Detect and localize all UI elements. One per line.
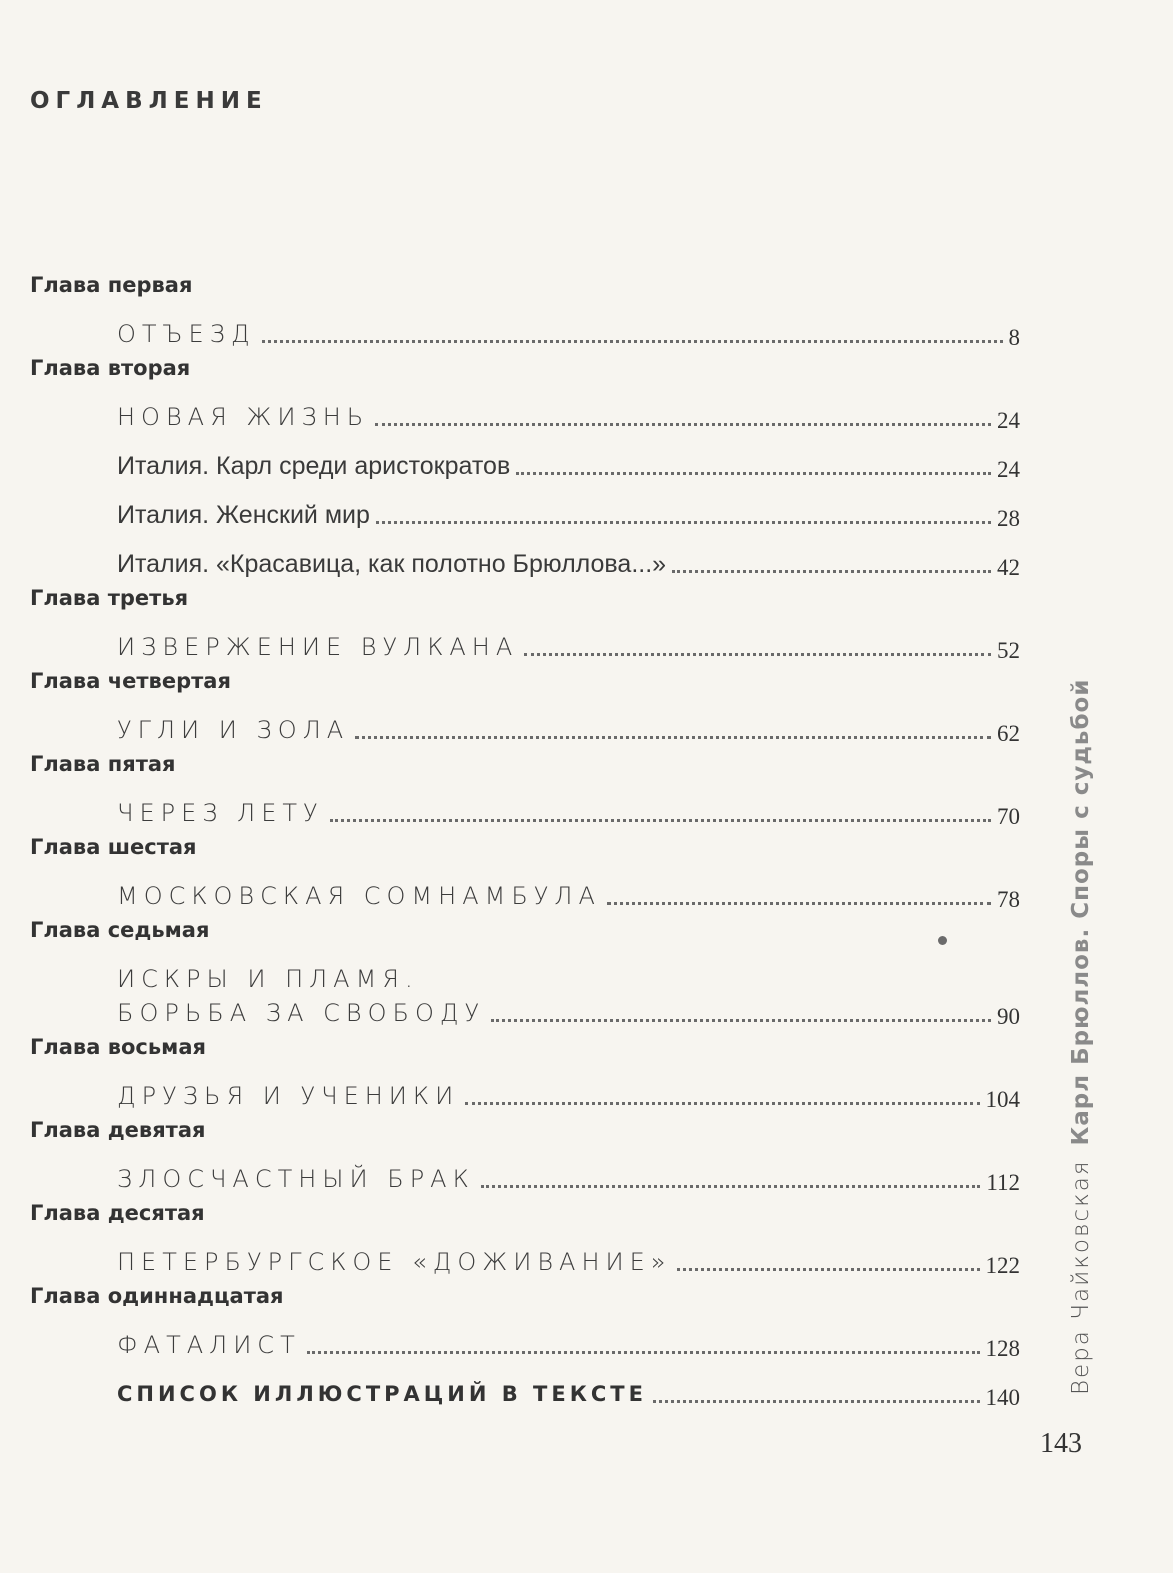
- entry-title: ЧЕРЕЗ ЛЕТУ: [117, 796, 330, 830]
- toc-entry[interactable]: [117, 1313, 1020, 1362]
- chapter-label: Глава третья: [30, 586, 189, 610]
- chapter-label: Глава пятая: [30, 752, 176, 776]
- chapter-6: [30, 830, 1020, 913]
- dot-leader: [653, 1400, 980, 1403]
- chapter-label: Глава десятая: [30, 1201, 205, 1225]
- chapter-4: [30, 664, 1020, 747]
- dot-leader: [481, 1185, 981, 1188]
- entry-title: Италия. «Красавица, как полотно Брюллова...»: [117, 547, 672, 581]
- entry-title: ПЕТЕРБУРГСКОЕ «ДОЖИВАНИЕ»: [117, 1245, 677, 1279]
- chapter-10: [30, 1196, 1020, 1279]
- entry-page: 24: [991, 457, 1020, 483]
- entry-page: 42: [991, 555, 1020, 581]
- dot-leader: [524, 653, 991, 656]
- chapter-3: [30, 581, 1020, 664]
- chapter-label: Глава шестая: [30, 835, 197, 859]
- entry-page: 70: [991, 804, 1020, 830]
- ink-dot: [938, 936, 947, 945]
- chapter-label: Глава первая: [30, 273, 193, 297]
- entry-title-line-2: БОРЬБА ЗА СВОБОДУ: [117, 996, 491, 1030]
- toc-entry[interactable]: [117, 947, 1020, 1030]
- dot-leader: [516, 472, 991, 475]
- toc-entry[interactable]: [117, 1064, 1020, 1113]
- entry-title: ФАТАЛИСТ: [117, 1328, 307, 1362]
- side-author: Вера Чайковская: [1068, 1159, 1094, 1395]
- dot-leader: [262, 340, 1003, 343]
- chapter-label: Глава седьмая: [30, 918, 210, 942]
- entry-page: 24: [991, 408, 1020, 434]
- entry-title: Италия. Женский мир: [117, 498, 376, 532]
- toc-subentry[interactable]: [117, 532, 1020, 581]
- toc-entry[interactable]: [117, 385, 1020, 434]
- entry-title: ИЗВЕРЖЕНИЕ ВУЛКАНА: [117, 630, 524, 664]
- page-title: ОГЛАВЛЕНИЕ: [30, 88, 268, 114]
- chapter-7: [30, 913, 1020, 1030]
- chapter-11: [30, 1279, 1020, 1362]
- entry-title-line-1: ИСКРЫ И ПЛАМЯ.: [117, 962, 491, 996]
- dot-leader: [355, 736, 991, 739]
- entry-page: 78: [991, 887, 1020, 913]
- entry-page: 140: [980, 1385, 1021, 1411]
- chapter-5: [30, 747, 1020, 830]
- entry-page: 128: [980, 1336, 1021, 1362]
- chapter-2: [30, 351, 1020, 581]
- entry-page: 28: [991, 506, 1020, 532]
- dot-leader: [330, 819, 991, 822]
- entry-title: ДРУЗЬЯ И УЧЕНИКИ: [117, 1079, 465, 1113]
- dot-leader: [376, 521, 991, 524]
- entry-page: 8: [1003, 325, 1021, 351]
- toc-entry-illustrations[interactable]: [117, 1362, 1020, 1411]
- entry-title: НОВАЯ ЖИЗНЬ: [117, 400, 375, 434]
- chapter-9: [30, 1113, 1020, 1196]
- chapter-label: Глава вторая: [30, 356, 191, 380]
- entry-page: 52: [991, 638, 1020, 664]
- toc-subentry[interactable]: [117, 434, 1020, 483]
- entry-title: ЗЛОСЧАСТНЫЙ БРАК: [117, 1162, 481, 1196]
- table-of-contents: [30, 268, 1020, 1411]
- chapter-label: Глава четвертая: [30, 669, 231, 693]
- chapter-label: Глава восьмая: [30, 1035, 206, 1059]
- side-book-title: Карл Брюллов. Споры с судьбой: [1068, 678, 1094, 1146]
- entry-title: МОСКОВСКАЯ СОМНАМБУЛА: [117, 879, 607, 913]
- entry-page: 90: [991, 1004, 1020, 1030]
- entry-title: УГЛИ И ЗОЛА: [117, 713, 355, 747]
- chapter-8: [30, 1030, 1020, 1113]
- entry-page: 104: [980, 1087, 1021, 1113]
- dot-leader: [491, 1019, 991, 1022]
- entry-title: Италия. Карл среди аристократов: [117, 449, 516, 483]
- dot-leader: [375, 423, 991, 426]
- entry-page: 62: [991, 721, 1020, 747]
- chapter-label: Глава одиннадцатая: [30, 1284, 284, 1308]
- toc-entry[interactable]: [117, 302, 1020, 351]
- dot-leader: [672, 570, 991, 573]
- toc-entry[interactable]: [117, 864, 1020, 913]
- toc-entry[interactable]: [117, 1147, 1020, 1196]
- chapter-label: Глава девятая: [30, 1118, 206, 1142]
- toc-subentry[interactable]: [117, 483, 1020, 532]
- dot-leader: [677, 1268, 979, 1271]
- toc-entry[interactable]: [117, 781, 1020, 830]
- toc-entry[interactable]: [117, 615, 1020, 664]
- dot-leader: [307, 1351, 980, 1354]
- entry-title: ОТЪЕЗД: [117, 317, 262, 351]
- entry-page: 112: [980, 1170, 1020, 1196]
- chapter-1: [30, 268, 1020, 351]
- entry-title: СПИСОК ИЛЛЮСТРАЦИЙ В ТЕКСТЕ: [117, 1377, 653, 1411]
- toc-entry[interactable]: [117, 698, 1020, 747]
- dot-leader: [465, 1102, 979, 1105]
- entry-title-block: [117, 962, 491, 1030]
- running-header: [1068, 679, 1094, 1395]
- page-number: 143: [1040, 1428, 1082, 1459]
- dot-leader: [607, 902, 991, 905]
- entry-page: 122: [980, 1253, 1021, 1279]
- toc-entry[interactable]: [117, 1230, 1020, 1279]
